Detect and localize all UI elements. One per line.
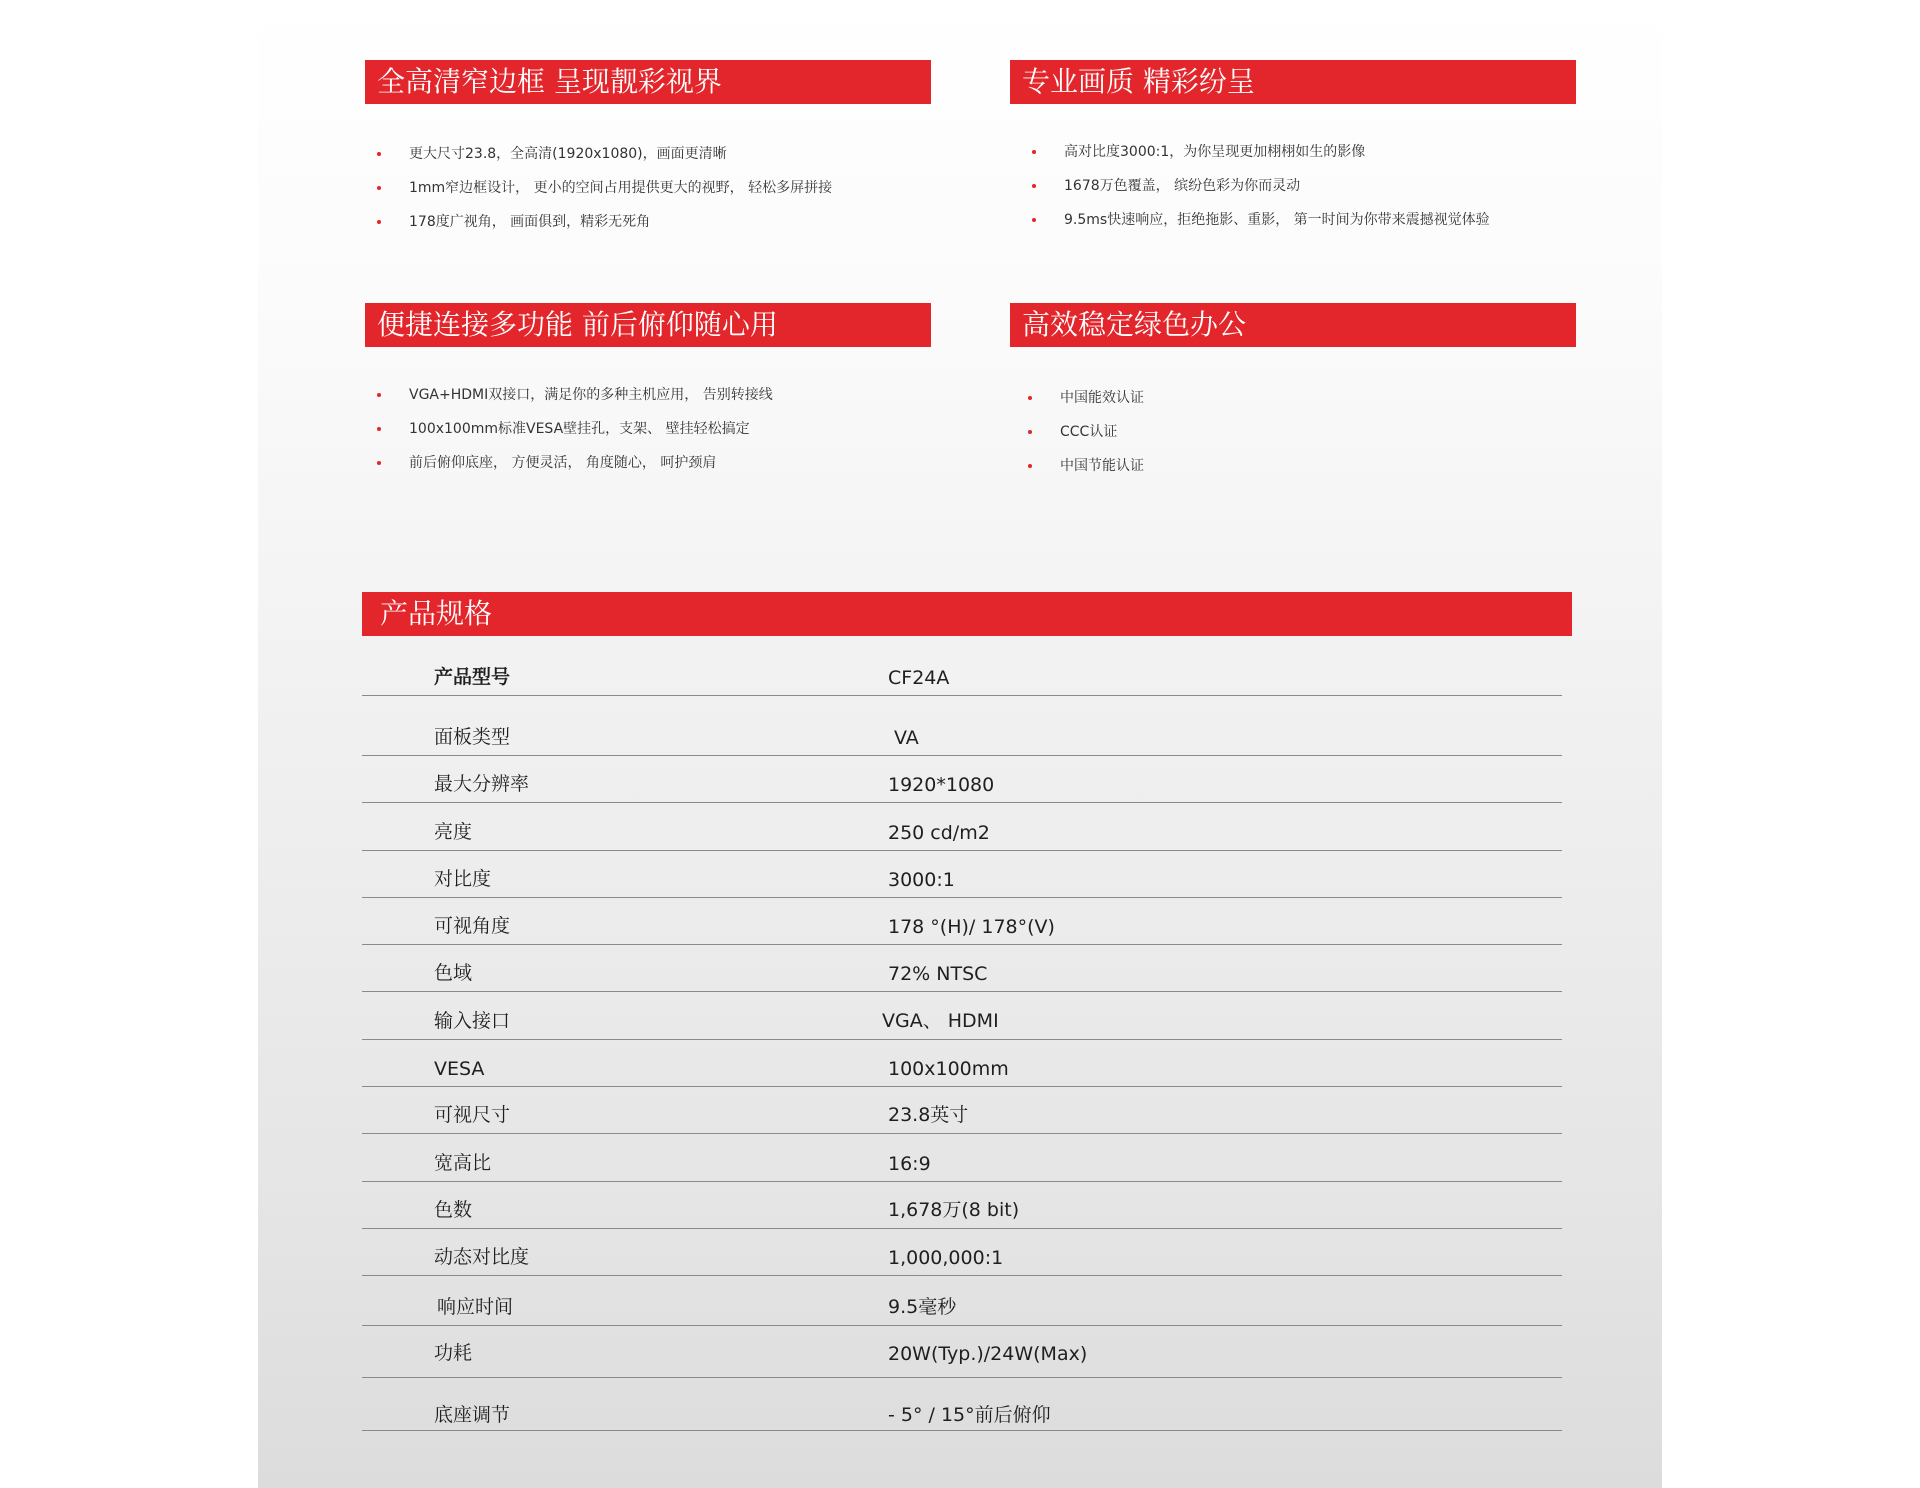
spec-label: 响应时间 — [437, 1296, 514, 1319]
list-item — [365, 446, 773, 480]
spec-value: 72% NTSC — [888, 963, 988, 986]
spec-label: VESA — [434, 1058, 485, 1081]
list-item — [1020, 203, 1490, 237]
spec-label: 色域 — [434, 962, 473, 985]
table-row — [362, 851, 1562, 898]
table-row — [362, 1040, 1562, 1087]
section-header-green: 高效稳定绿色办公 — [1010, 303, 1576, 347]
spec-label: 最大分辨率 — [434, 773, 530, 796]
spec-label: 亮度 — [434, 820, 473, 843]
bullet-dot-icon — [1028, 464, 1032, 468]
spec-value: CF24A — [888, 667, 950, 689]
list-item — [365, 205, 832, 239]
table-row — [362, 1087, 1562, 1134]
bullet-dot-icon — [377, 186, 381, 190]
list-item-text: 中国能效认证 — [1060, 390, 1144, 406]
table-row — [362, 1326, 1562, 1378]
list-item — [1020, 135, 1490, 169]
list-item — [365, 412, 773, 446]
spec-label: 产品型号 — [434, 666, 511, 688]
table-row — [362, 1276, 1562, 1326]
list-item — [1020, 169, 1490, 203]
spec-value: 1,000,000:1 — [888, 1247, 1004, 1270]
table-row — [362, 1378, 1562, 1431]
list-item-text: 中国节能认证 — [1060, 458, 1144, 474]
section-header-display: 全高清窄边框 呈现靓彩视界 — [365, 60, 931, 104]
spec-value: - 5° / 15°前后俯仰 — [888, 1404, 1051, 1427]
spec-value: 23.8英寸 — [888, 1104, 969, 1127]
spec-label: 色数 — [434, 1198, 473, 1221]
list-item-text: 178度广视角， 画面俱到，精彩无死角 — [409, 214, 651, 230]
spec-value: VA — [894, 727, 919, 749]
spec-label: 宽高比 — [434, 1151, 492, 1174]
bullet-dot-icon — [377, 152, 381, 156]
bullet-dot-icon — [377, 461, 381, 465]
spec-label: 动态对比度 — [434, 1246, 530, 1269]
list-item-text: 9.5ms快速响应，拒绝拖影、重影， 第一时间为你带来震撼视觉体验 — [1064, 212, 1490, 228]
spec-value: 1,678万(8 bit) — [888, 1198, 1020, 1221]
spec-label: 面板类型 — [434, 726, 511, 748]
list-item — [1016, 381, 1144, 415]
table-row — [362, 803, 1562, 850]
bullet-dot-icon — [377, 427, 381, 431]
spec-label: 底座调节 — [434, 1404, 511, 1427]
spec-value: VGA、 HDMI — [882, 1009, 999, 1032]
spec-value: 9.5毫秒 — [888, 1296, 957, 1319]
spec-value: 178 °(H)/ 178°(V) — [888, 916, 1055, 939]
list-item-text: 高对比度3000:1，为你呈现更加栩栩如生的影像 — [1064, 144, 1366, 160]
table-row — [362, 1229, 1562, 1276]
list-item-text: VGA+HDMI双接口，满足你的多种主机应用， 告别转接线 — [409, 387, 773, 403]
list-item-text: CCC认证 — [1060, 424, 1118, 440]
spec-value: 16:9 — [888, 1152, 931, 1175]
bullet-list-green — [1016, 381, 1144, 483]
bullet-dot-icon — [377, 220, 381, 224]
bullet-list-quality — [1020, 135, 1490, 237]
spec-table — [362, 650, 1562, 1431]
spec-label: 可视尺寸 — [434, 1104, 511, 1127]
spec-value: 100x100mm — [888, 1058, 1009, 1081]
spec-label: 输入接口 — [434, 1009, 511, 1032]
bullet-dot-icon — [1028, 430, 1032, 434]
spec-value: 1920*1080 — [888, 774, 995, 797]
table-row — [362, 898, 1562, 945]
list-item-text: 1678万色覆盖， 缤纷色彩为你而灵动 — [1064, 178, 1301, 194]
list-item-text: 1mm窄边框设计， 更小的空间占用提供更大的视野， 轻松多屏拼接 — [409, 180, 833, 196]
bullet-dot-icon — [1032, 150, 1036, 154]
bullet-dot-icon — [1032, 184, 1036, 188]
spec-value: 3000:1 — [888, 868, 955, 891]
bullet-dot-icon — [1028, 396, 1032, 400]
list-item-text: 100x100mm标准VESA壁挂孔，支架、 壁挂轻松搞定 — [409, 421, 750, 437]
table-row — [362, 1134, 1562, 1181]
spec-label: 可视角度 — [434, 915, 511, 938]
spec-value: 20W(Typ.)/24W(Max) — [888, 1343, 1088, 1366]
section-header-specs: 产品规格 — [362, 592, 1572, 636]
table-row — [362, 945, 1562, 992]
list-item-text: 前后俯仰底座， 方便灵活， 角度随心， 呵护颈肩 — [409, 455, 717, 471]
list-item — [365, 171, 832, 205]
bullet-dot-icon — [377, 393, 381, 397]
section-header-connectivity: 便捷连接多功能 前后俯仰随心用 — [365, 303, 931, 347]
list-item — [365, 137, 832, 171]
list-item — [1016, 415, 1144, 449]
spec-value: 250 cd/m2 — [888, 821, 990, 844]
list-item — [365, 378, 773, 412]
list-item-text: 更大尺寸23.8，全高清(1920x1080)，画面更清晰 — [409, 146, 727, 162]
bullet-dot-icon — [1032, 218, 1036, 222]
spec-label: 对比度 — [434, 867, 492, 890]
table-row — [362, 696, 1562, 756]
bullet-list-connectivity — [365, 378, 773, 480]
bullet-list-display — [365, 137, 832, 239]
table-row — [362, 992, 1562, 1039]
list-item — [1016, 449, 1144, 483]
table-row — [362, 1182, 1562, 1229]
spec-label: 功耗 — [434, 1342, 473, 1365]
table-row — [362, 756, 1562, 803]
table-row — [362, 650, 1562, 696]
section-header-quality: 专业画质 精彩纷呈 — [1010, 60, 1576, 104]
